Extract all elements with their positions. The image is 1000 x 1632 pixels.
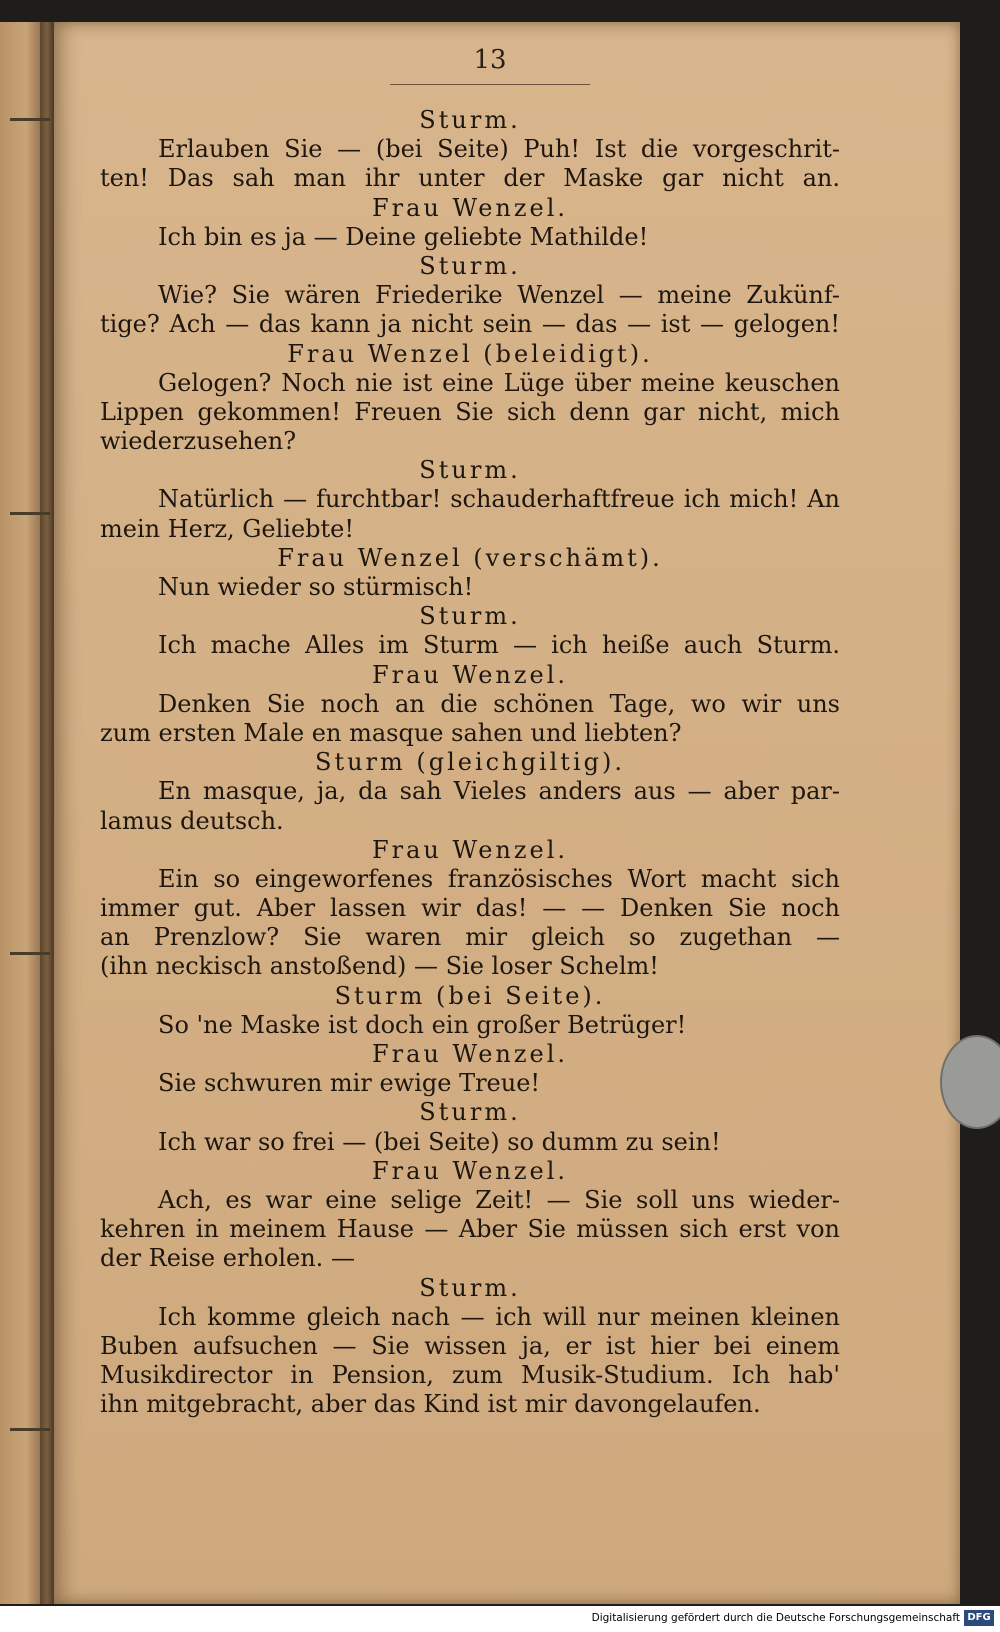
speaker-line: Sturm. <box>419 1098 521 1127</box>
speaker-line: Frau Wenzel. <box>371 1156 569 1185</box>
speaker-line: Frau Wenzel. <box>371 1040 569 1068</box>
dialogue-line: ihn mitgebracht, aber das Kind ist mir davongelaufen. <box>100 1390 761 1419</box>
dfg-logo: DFG <box>964 1610 994 1626</box>
speaker-line: Sturm (gleichgiltig). <box>315 748 625 777</box>
footer-bar <box>0 1606 1000 1632</box>
dialogue-line: kehren in meinem Hause — Aber Sie müssen sich erst von <box>100 1215 840 1244</box>
dialogue-line: zum ersten Male en masque sahen und liebten? <box>100 718 682 747</box>
speaker-line: Frau Wenzel. <box>371 660 569 689</box>
dialogue-line: Erlauben Sie — (bei Seite) Puh! Ist die vorgeschrit- <box>158 135 840 164</box>
dialogue-line: Gelogen? Noch nie ist eine Lüge über meine keuschen <box>158 368 840 397</box>
dialogue-line: Denken Sie noch an die schönen Tage, wo wir uns <box>158 689 840 718</box>
speaker-line: Sturm. <box>419 602 521 631</box>
dialogue-line: Nun wieder so stürmisch! <box>158 573 474 601</box>
dialogue-line: En masque, ja, da sah Vieles anders aus — aber par- <box>158 777 840 806</box>
dialogue-line: immer gut. Aber lassen wir das! — — Denken Sie noch <box>100 894 840 923</box>
book-spine <box>40 22 54 1604</box>
dialogue-line: Buben aufsuchen — Sie wissen ja, er ist hier bei einem <box>100 1331 840 1360</box>
dialogue-line: Ich war so frei — (bei Seite) so dumm zu sein! <box>158 1127 721 1156</box>
speaker-line: Frau Wenzel. <box>371 193 569 222</box>
dialogue-line: Musikdirector in Pension, zum Musik-Studium. Ich hab' <box>100 1361 840 1390</box>
dialogue-line: So 'ne Maske ist doch ein großer Betrüger! <box>158 1010 687 1039</box>
dialogue-line: an Prenzlow? Sie waren mir gleich so zugethan — <box>100 923 840 952</box>
dialogue-line: Ich bin es ja — Deine geliebte Mathilde! <box>158 222 649 251</box>
speaker-line: Frau Wenzel. <box>371 835 569 864</box>
speaker-line: Sturm. <box>419 1273 521 1302</box>
dialogue-line: Ein so eingeworfenes französisches Wort macht sich <box>158 864 840 893</box>
dialogue-line: Ach, es war eine selige Zeit! — Sie soll uns wieder- <box>158 1185 840 1214</box>
dialogue-line: Ich komme gleich nach — ich will nur meinen kleinen <box>158 1302 840 1331</box>
dialogue-line: Ich mache Alles im Sturm — ich heiße auch Sturm. <box>158 631 840 660</box>
binding-stitch <box>10 952 50 955</box>
speaker-line: Sturm. <box>419 106 521 134</box>
speaker-line: Sturm. <box>419 251 521 280</box>
speaker-line: Sturm. <box>419 456 521 485</box>
dialogue-line: lamus deutsch. <box>100 806 284 835</box>
footer-credit: Digitalisierung gefördert durch die Deutsche Forschungsgemeinschaft <box>591 1612 960 1624</box>
binding-stitch <box>10 512 50 515</box>
play-text <box>100 106 840 1419</box>
page-number: 13 <box>473 45 507 75</box>
speaker-line: Frau Wenzel (verschämt). <box>277 543 663 572</box>
dialogue-line: wiederzusehen? <box>100 427 297 456</box>
dialogue-line: der Reise erholen. — <box>100 1244 355 1273</box>
dialogue-line: Wie? Sie wären Friederike Wenzel — meine Zukünf- <box>158 281 840 310</box>
dialogue-line: tige? Ach — das kann ja nicht sein — das — ist — gelogen! <box>100 310 840 339</box>
binding-stitch <box>10 1428 50 1431</box>
dialogue-line: Natürlich — furchtbar! schauderhaftfreue ich mich! An <box>158 485 840 514</box>
header-rule <box>390 84 590 85</box>
dialogue-line: Lippen gekommen! Freuen Sie sich denn gar nicht, mich <box>100 397 840 426</box>
speaker-line: Sturm (bei Seite). <box>334 981 606 1010</box>
dialogue-line: ten! Das sah man ihr unter der Maske gar nicht an. <box>100 164 840 193</box>
previous-page-edge <box>0 22 44 1604</box>
binding-stitch <box>10 118 50 121</box>
dialogue-line: mein Herz, Geliebte! <box>100 514 355 543</box>
dialogue-line: Sie schwuren mir ewige Treue! <box>158 1069 541 1098</box>
dialogue-line: (ihn neckisch anstoßend) — Sie loser Schelm! <box>100 952 659 981</box>
speaker-line: Frau Wenzel (beleidigt). <box>287 339 653 368</box>
